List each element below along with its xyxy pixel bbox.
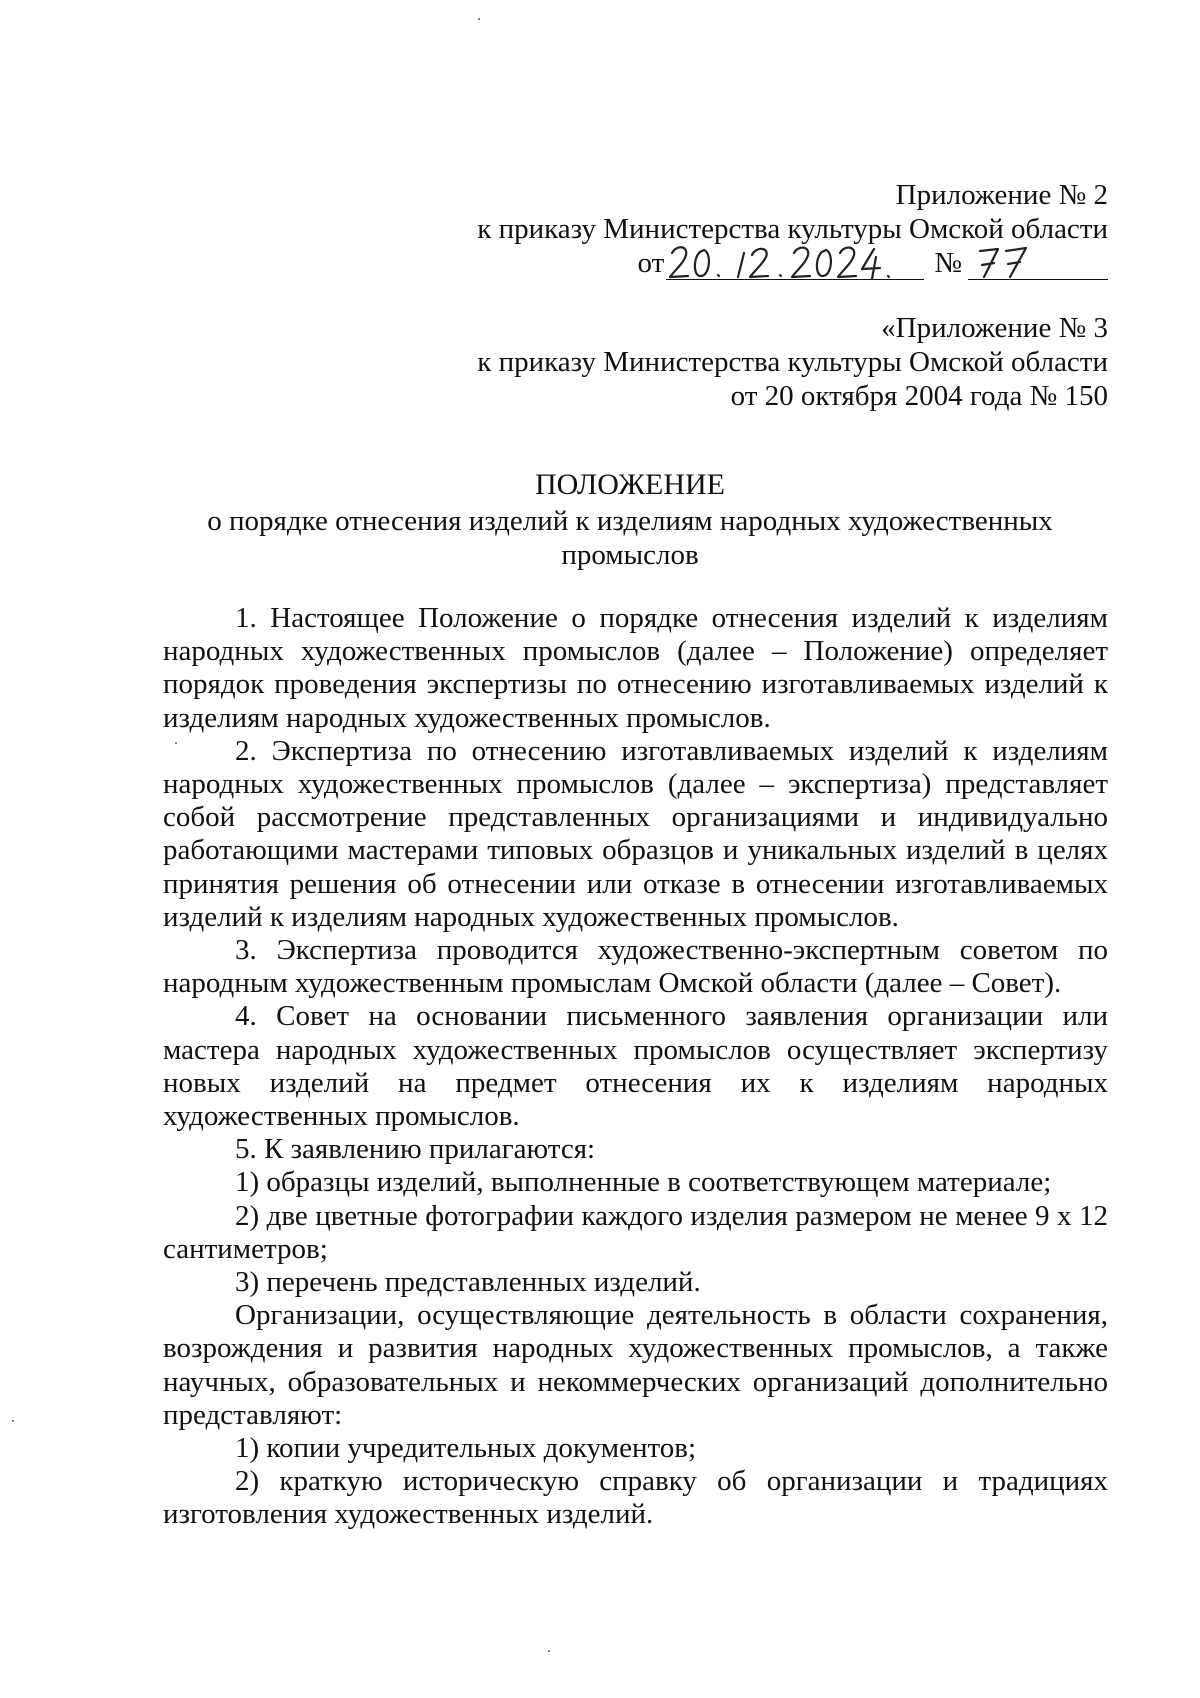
handwritten-number — [968, 249, 1108, 280]
list-item-5-3: 3) перечень представленных изделий. — [235, 1266, 701, 1299]
document-title: ПОЛОЖЕНИЕ — [535, 468, 725, 501]
number-label: № — [934, 247, 962, 279]
paragraph-4: 4. Совет на основании письменного заявления организации или мастера народных художественных промыслов осуществляет экспертизу новых изделий на предмет отнесения их к изделиям народных художественных промыслов. — [163, 1000, 1108, 1133]
list-item-5-1: 1) образцы изделий, выполненные в соответствующем материале; — [235, 1166, 1052, 1199]
annex-order-reference: к приказу Министерства культуры Омской области — [477, 213, 1108, 245]
scan-speck — [12, 1420, 14, 1422]
document-body — [163, 602, 1108, 1532]
previous-annex-number: «Приложение № 3 — [881, 312, 1108, 344]
document-subtitle-line1: о порядке отнесения изделий к изделиям народных художественных — [207, 505, 1053, 537]
handwritten-date — [666, 249, 924, 280]
list-item-org-1: 1) копии учредительных документов; — [235, 1432, 697, 1465]
paragraph-1: 1. Настоящее Положение о порядке отнесения изделий к изделиям народных художественных промыслов (далее – Положение) определяет порядок проведения экспертизы по отнесению изготавливаемых изделий к изделиям народных художественных промыслов. — [163, 602, 1108, 734]
previous-annex-date: от 20 октября 2004 года № 150 — [730, 380, 1108, 412]
document-title-block — [150, 468, 1110, 572]
annex-number: Приложение № 2 — [895, 179, 1108, 211]
list-item-5-2: 2) две цветные фотографии каждого изделия размером не менее 9 х 12 сантиметров; — [163, 1199, 1108, 1265]
paragraph-3: 3. Экспертиза проводится художественно-экспертным советом по народным художественным промыслам Омской области (далее – Совет). — [163, 934, 1108, 1000]
paragraph-5: 5. К заявлению прилагаются: — [235, 1133, 596, 1166]
handwritten-date-ink — [666, 243, 924, 283]
paragraph-organizations: Организации, осуществляющие деятельность в области сохранения, возрождения и развития народных художественных промыслов, а также научных, образовательных и некоммерческих организаций дополнительно представляют: — [163, 1299, 1108, 1431]
annex-header — [477, 178, 1108, 246]
from-label: от — [637, 247, 665, 279]
handwritten-number-ink — [968, 243, 1108, 283]
paragraph-2: 2. Экспертиза по отнесению изготавливаемых изделий к изделиям народных художественных промыслов (далее – экспертиза) представляет собой рассмотрение представленных организациями и индивидуально работающими мастерами типовых образцов и уникальных изделий в целях принятия решения об отнесении или отказе в отнесении изготавливаемых изделий к изделиям народных художественных промыслов. — [163, 734, 1108, 933]
previous-annex-order-reference: к приказу Министерства культуры Омской области — [477, 346, 1108, 378]
scan-speck — [175, 742, 177, 744]
previous-annex-header — [477, 311, 1108, 413]
list-item-org-2: 2) краткую историческую справку об организации и традициях изготовления художественных изделий. — [163, 1465, 1108, 1531]
order-date-number-line — [638, 246, 1108, 280]
scan-speck — [548, 1650, 550, 1652]
document-subtitle-line2: промыслов — [561, 539, 699, 571]
scan-speck — [478, 18, 480, 20]
